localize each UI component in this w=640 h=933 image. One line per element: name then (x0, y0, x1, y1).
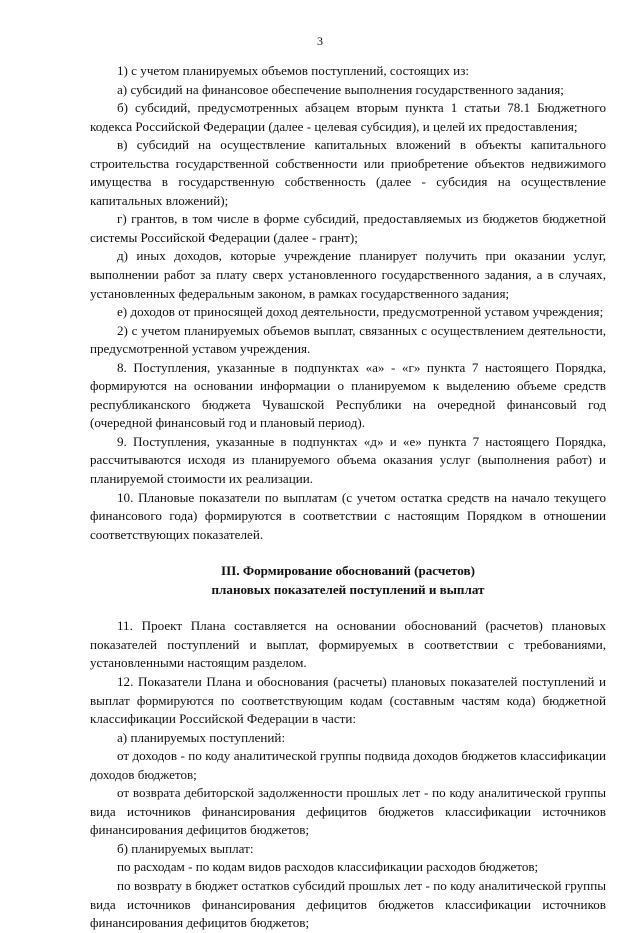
paragraph: 10. Плановые показатели по выплатам (с учетом остатка средств на начало текущего финансового года) формируются в соответствии с настоящим Порядком в отношении соответствующих показателей. (90, 489, 606, 542)
paragraph: 11. Проект Плана составляется на основании обоснований (расчетов) плановых показателей поступлений и выплат, формируемых в соответствии с требованиями, установленными настоящим разделом. (90, 618, 606, 671)
section-heading-line: плановых показателей поступлений и выплат (211, 581, 485, 597)
section-heading-line: III. Формирование обоснований (расчетов) (221, 563, 475, 579)
paragraph: 1) с учетом планируемых объемов поступлений, состоящих из: (117, 63, 470, 78)
paragraph: по возврату в бюджет остатков субсидий прошлых лет - по коду аналитической группы вида источников финансирования дефицитов бюджетов классификации источников финансирования дефицитов бюджетов; (90, 877, 606, 931)
paragraph: б) субсидий, предусмотренных абзацем вторым пункта 1 статьи 78.1 Бюджетного кодекса Российской Федерации (далее - целевая субсидия), и целей их предоставления; (90, 100, 606, 134)
paragraph: 8. Поступления, указанные в подпунктах «а» - «г» пункта 7 настоящего Порядка, формируются на основании информации о планируемом к выделению объеме средств республиканского бюджета Чувашской Республики на очередной финансовый год (очередной финансовый год и плановый период). (90, 359, 606, 431)
paragraph: по расходам - по кодам видов расходов классификации расходов бюджетов; (117, 859, 539, 875)
section-heading (90, 562, 606, 599)
paragraph: от доходов - по коду аналитической группы подвида доходов бюджетов классификации доходов бюджетов; (90, 748, 606, 782)
paragraph: в) субсидий на осуществление капитальных вложений в объекты капитального строительства государственной собственности или приобретение объектов недвижимого имущества в государственную собственность (далее - субсидия на осуществление капитальных вложений); (90, 137, 606, 208)
paragraph: а) субсидий на финансовое обеспечение выполнения государственного задания; (117, 81, 564, 97)
paragraph: от возврата дебиторской задолженности прошлых лет - по коду аналитической группы вида источников финансирования дефицитов бюджетов классификации источников финансирования дефицитов бюджетов; (90, 785, 606, 838)
paragraph: е) доходов от приносящей доход деятельности, предусмотренной уставом учреждения; (117, 304, 604, 320)
paragraph: а) планируемых поступлений: (117, 729, 286, 745)
page-number: 3 (317, 34, 323, 48)
paragraph: 12. Показатели Плана и обоснования (расчеты) плановых показателей поступлений и выплат формируются по соответствующим кодам (составным частям кода) бюджетной классификации Российской Федерации в части: (90, 673, 606, 727)
paragraph: д) иных доходов, которые учреждение планирует получить при оказании услуг, выполнении работ за плату сверх установленного государственного задания, а в случаях, установленных федеральным законом, в рамках государственного задания; (90, 248, 606, 301)
paragraph: г) грантов, в том числе в форме субсидий, предоставляемых из бюджетов бюджетной системы Российской Федерации (далее - грант); (90, 211, 606, 245)
paragraph: б) планируемых выплат: (117, 840, 254, 856)
paragraph: 9. Поступления, указанные в подпунктах «д» и «е» пункта 7 настоящего Порядка, рассчитываются исходя из планируемого объема оказания услуг (выполнения работ) и планируемой стоимости их реализации. (90, 433, 606, 487)
paragraph: 2) с учетом планируемых объемов выплат, связанных с осуществлением деятельности, предусмотренной уставом учреждения. (90, 322, 606, 357)
document-body (90, 62, 606, 933)
